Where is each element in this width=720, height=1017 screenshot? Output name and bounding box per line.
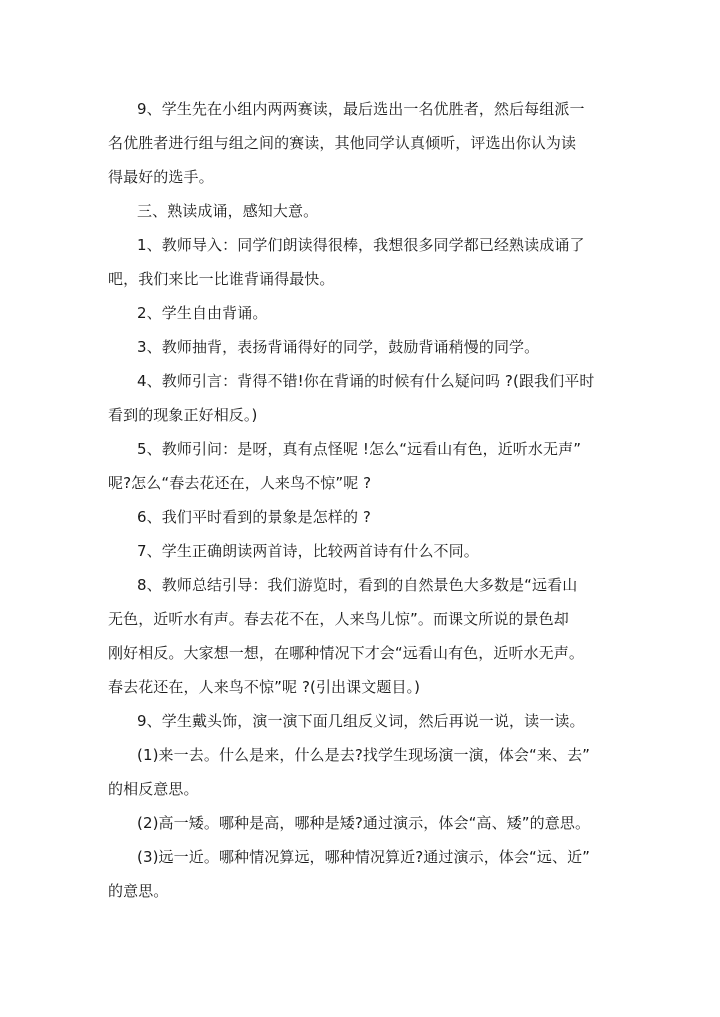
text-line: 3、教师抽背，表扬背诵得好的同学，鼓励背诵稍慢的同学。 bbox=[137, 338, 540, 356]
section-heading: 三、熟读成诵，感知大意。 bbox=[137, 202, 319, 220]
text-line: 7、学生正确朗读两首诗，比较两首诗有什么不同。 bbox=[137, 542, 479, 560]
text-line: 5、教师引问：是呀，真有点怪呢 !怎么“远看山有色，近听水无声” bbox=[137, 440, 582, 458]
text-line: 8、教师总结引导：我们游览时，看到的自然景色大多数是“远看山 bbox=[137, 576, 578, 594]
text-line: 4、教师引言：背得不错!你在背诵的时候有什么疑问吗 ?(跟我们平时 bbox=[137, 372, 595, 390]
text-line: 2、学生自由背诵。 bbox=[137, 304, 268, 322]
text-line: 9、学生先在小组内两两赛读，最后选出一名优胜者，然后每组派一 bbox=[137, 100, 585, 118]
text-line: 无色，近听水有声。春去花不在，人来鸟儿惊”。而课文所说的景色却 bbox=[108, 610, 569, 628]
text-line: 得最好的选手。 bbox=[108, 168, 214, 186]
text-line: 看到的现象正好相反。) bbox=[108, 406, 258, 424]
text-line: 的意思。 bbox=[108, 882, 169, 900]
text-line: (1)来一去。什么是来，什么是去?找学生现场演一演，体会“来、去” bbox=[137, 746, 591, 764]
text-line: 1、教师导入：同学们朗读得很棒，我想很多同学都已经熟读成诵了 bbox=[137, 236, 585, 254]
text-line: 名优胜者进行组与组之间的赛读，其他同学认真倾听，评选出你认为读 bbox=[108, 134, 577, 152]
text-line: 吧，我们来比一比谁背诵得最快。 bbox=[108, 270, 335, 288]
text-line: 刚好相反。大家想一想，在哪种情况下才会“远看山有色，近听水无声。 bbox=[108, 644, 584, 662]
text-line: 的相反意思。 bbox=[108, 780, 199, 798]
text-line: 6、我们平时看到的景象是怎样的 ? bbox=[137, 508, 371, 526]
text-line: (3)远一近。哪种情况算远，哪种情况算近?通过演示，体会“远、近” bbox=[137, 848, 591, 866]
text-line: (2)高一矮。哪种是高，哪种是矮?通过演示，体会“高、矮”的意思。 bbox=[137, 814, 591, 832]
text-line: 春去花还在，人来鸟不惊”呢 ?(引出课文题目。) bbox=[108, 678, 421, 696]
text-line: 呢?怎么“春去花还在，人来鸟不惊”呢 ? bbox=[108, 474, 372, 492]
text-line: 9、学生戴头饰，演一演下面几组反义词，然后再说一说，读一读。 bbox=[137, 712, 585, 730]
